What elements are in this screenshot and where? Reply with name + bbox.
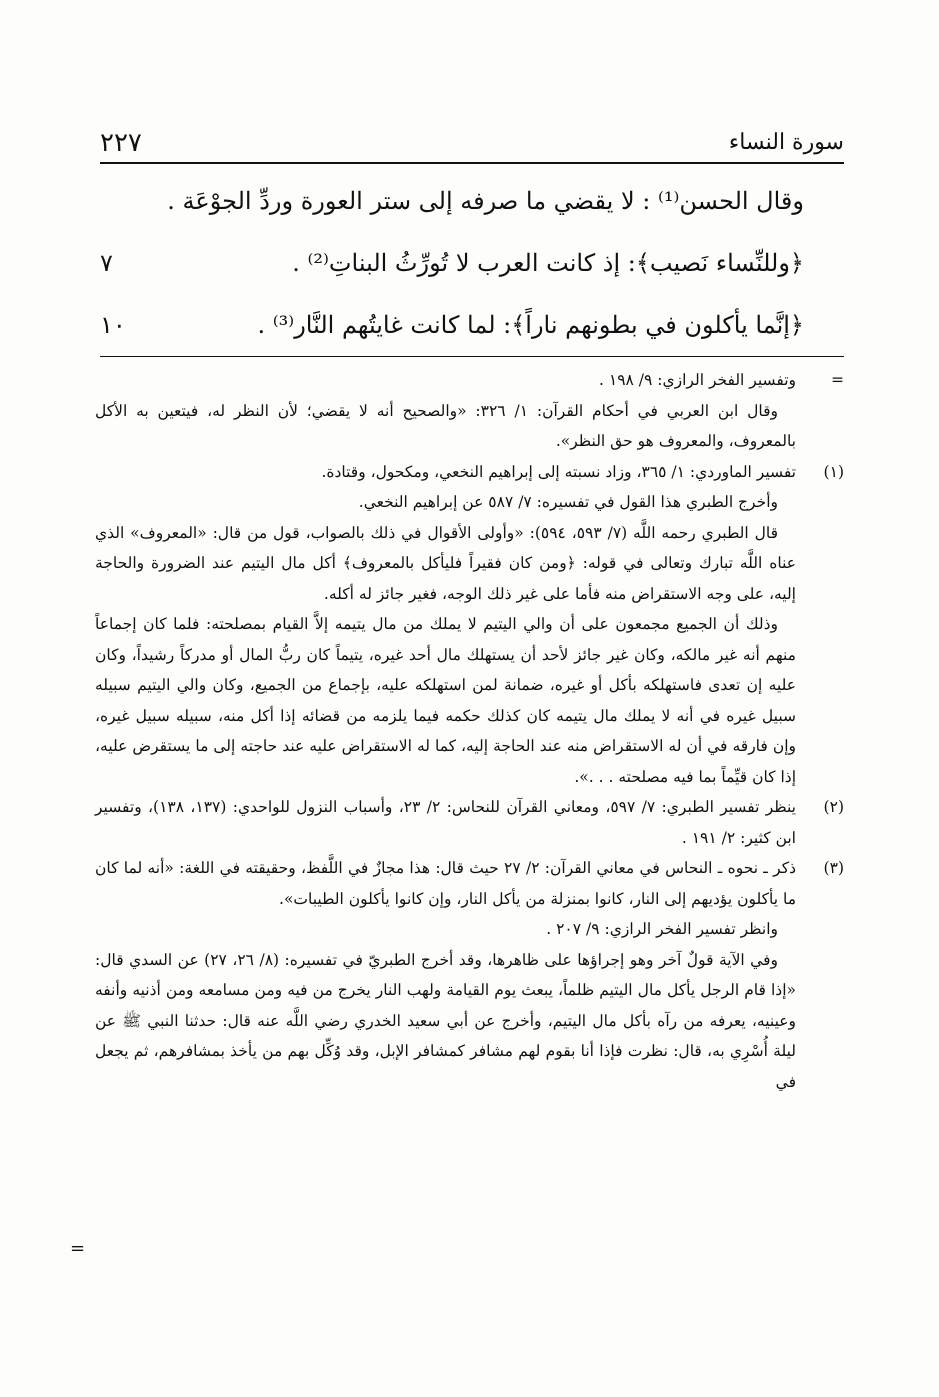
main-line-text: ﴿وللنِّساء نَصيب﴾: إذ كانت العرب لا تُورِّثُ البناتِ⁽²⁾ . (292, 249, 804, 277)
page-header (100, 126, 844, 164)
main-line-verse-10 (100, 294, 844, 356)
footnote-1 (95, 457, 844, 793)
continuation-mark: = (831, 371, 844, 389)
footnote-paragraph: وذلك أن الجميع مجمعون على أن والي اليتيم لا يملك من مال يتيمه إلاَّ القيام بمصلحته: فلما كان إجماعاً منهم أنه غير مالكه، وكان غير جائز لأحد أن يستهلك مال أحد غيره، يتيماً كان ربُّ المال أو مدركاً رشيداً، وكان عليه إن تعدى فاستهلكه بأكل أو غيره، ضمانة لمن استهلكه عليه، بإجماع من الجميع، وكان والي اليتيم سبيله سبيل غيره في أنه لا يملك مال يتيمه كان كذلك حكمه فيما يلزمه من قضائه إذا أكل منه، سبيله سبيل غيره، وإن فارقه في أن له الاستقراض منه عند الحاجة إليه، كما له الاستقراض عليه عند حاجته إلى ما يستقرض عليه، إذا كان قيِّماً بما فيه مصلحته . . .». (95, 615, 796, 786)
footnote-continuation (95, 365, 844, 457)
verse-number: ٧ (100, 249, 113, 277)
main-line-text: ﴿إنَّما يأكلون في بطونهم ناراً﴾: لما كانت غايتُهم النَّار⁽³⁾ . (257, 311, 804, 339)
footnote-marker: (٢) (823, 798, 844, 816)
main-text (100, 170, 844, 356)
footnote-paragraph: تفسير الماوردي: ١/ ٣٦٥، وزاد نسبته إلى إبراهيم النخعي، ومكحول، وقتادة. (321, 462, 796, 481)
footnotes (95, 365, 844, 1097)
footnote-divider (100, 356, 844, 357)
main-line-verse-7 (100, 232, 844, 294)
footnote-marker: (٣) (823, 859, 844, 877)
footnote-paragraph: وقال ابن العربي في أحكام القرآن: ١/ ٣٢٦: «والصحيح أنه لا يقضي؛ لأن النظر له، فيتعين به الأكل بالمعروف، والمعروف هو حق النظر». (95, 401, 796, 450)
footnote-paragraph: وأخرج الطبري هذا القول في تفسيره: ٧/ ٥٨٧ عن إبراهيم النخعي. (358, 493, 778, 511)
footnote-paragraph: قال الطبري رحمه اللَّه (٧/ ٥٩٣، ٥٩٤): «وأولى الأقوال في ذلك بالصواب، قول من قال: «المعروف» الذي عناه اللَّه تبارك وتعالى في قوله: ﴿ومن كان فقيراً فليأكل بالمعروف﴾ أكل مال اليتيم عند الضرورة والحاجة إليه، على وجه الاستقراض منه فأما على غير ذلك الوجه، فغير جائز له أكله. (95, 523, 796, 603)
footnote-marker: (١) (823, 462, 844, 481)
footnote-3 (95, 853, 844, 1097)
main-line-hasan (100, 170, 844, 232)
main-line-text: وقال الحسن⁽¹⁾ : لا يقضي ما صرفه إلى ستر العورة وردِّ الجوْعَة . (167, 187, 804, 215)
continuation-end-mark: = (70, 1238, 86, 1259)
footnote-paragraph: وتفسير الفخر الرازي: ٩/ ١٩٨ . (599, 371, 796, 389)
verse-number: ١٠ (100, 311, 126, 339)
page-number: ٢٢٧ (100, 128, 142, 158)
footnote-paragraph: وفي الآية قولٌ آخر وهو إجراؤها على ظاهرها، وقد أخرج الطبريّ في تفسيره: (٨/ ٢٦، ٢٧) عن السدي قال: «إذا قام الرجل يأكل مال اليتيم ظلماً، يبعث يوم القيامة ولهب النار يخرج من فيه ومن مسامعه ومن أذنيه وأنفه وعينيه، يعرفه من رآه بأكل مال اليتيم، وأخرج عن أبي سعيد الخدري رضي اللَّه عنه قال: حدثنا النبي ﷺ عن ليلة أُسْرِي به، قال: نظرت فإذا أنا بقوم لهم مشافر كمشافر الإبل، وقد وُكِّل بهم من يأخذ بمشافرهم، ثم يجعل في (95, 950, 796, 1091)
footnote-paragraph: ذكر ـ نحوه ـ النحاس في معاني القرآن: ٢/ ٢٧ حيث قال: هذا مجازٌ في اللَّفظ، وحقيقته في اللغة: «أنه لما كان ما يأكلون يؤديهم إلى النار، كانوا بمنزلة من يأكل النار، وإن كانوا يأكلون الطيبات». (95, 859, 796, 908)
footnote-paragraph: وانظر تفسير الفخر الرازي: ٩/ ٢٠٧ . (546, 920, 778, 938)
surah-title: سورة النساء (728, 130, 844, 155)
footnote-paragraph: ينظر تفسير الطبري: ٧/ ٥٩٧، ومعاني القرآن للنحاس: ٢/ ٢٣، وأسباب النزول للواحدي: (١٣٧، ١٣٨)، وتفسير ابن كثير: ٢/ ١٩١ . (95, 798, 796, 847)
footnote-2 (95, 792, 844, 853)
